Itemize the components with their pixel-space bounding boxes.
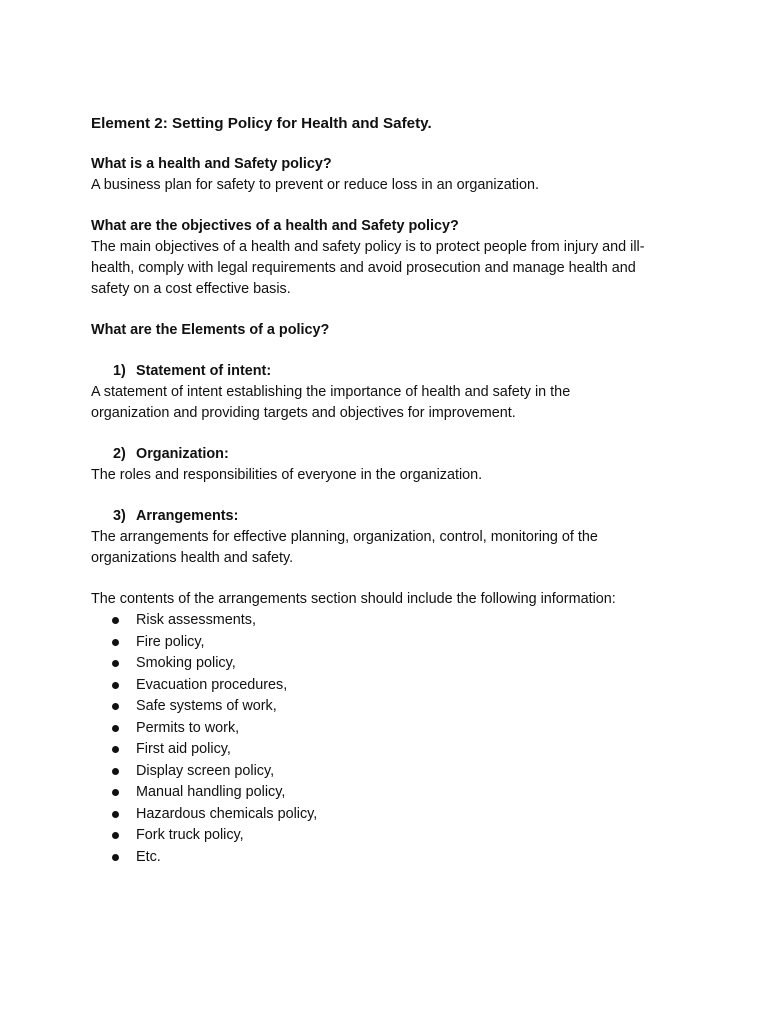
list-item: [91, 675, 691, 697]
bullet-icon: [112, 811, 119, 818]
question-elements: What are the Elements of a policy?: [91, 322, 330, 338]
bullet-icon: [112, 746, 119, 753]
bullet-icon: [112, 854, 119, 861]
list-item: [91, 782, 691, 804]
answer-what-is-policy: A business plan for safety to prevent or reduce loss in an organization.: [91, 177, 539, 193]
element-item-organization: [91, 444, 691, 486]
contents-intro: The contents of the arrangements section should include the following information:: [91, 591, 616, 607]
element-heading-text: Arrangements:: [136, 508, 239, 524]
question-objectives: What are the objectives of a health and Safety policy?: [91, 218, 459, 234]
spacer: [91, 196, 691, 216]
document-page: [91, 113, 691, 868]
element-heading: [91, 444, 691, 465]
list-item-text: Etc.: [136, 848, 161, 865]
element-heading-text: Statement of intent:: [136, 363, 272, 379]
element-description-line: The roles and responsibilities of everyone in the organization.: [91, 467, 483, 483]
list-item: [91, 653, 691, 675]
spacer: [91, 569, 691, 589]
bullet-icon: [112, 639, 119, 646]
list-item-text: Safe systems of work,: [136, 698, 277, 714]
element-heading: [91, 506, 691, 527]
list-item-text: Risk assessments,: [136, 612, 256, 628]
element-description-line: organizations health and safety.: [91, 550, 294, 566]
element-heading: [91, 361, 691, 382]
list-item-text: Display screen policy,: [136, 762, 275, 779]
element-description-line: A statement of intent establishing the importance of health and safety in the: [91, 384, 571, 400]
list-item-text: Evacuation procedures,: [136, 676, 288, 693]
bullet-icon: [112, 832, 119, 839]
element-item-arrangements: [91, 506, 691, 569]
list-item: [91, 804, 691, 826]
contents-bullet-list: [91, 610, 691, 868]
bullet-icon: [112, 660, 119, 667]
bullet-icon: [112, 789, 119, 796]
spacer: [91, 341, 691, 361]
bullet-icon: [112, 682, 119, 689]
list-item: [91, 761, 691, 783]
element-heading-text: Organization:: [136, 446, 229, 462]
question-what-is-policy: What is a health and Safety policy?: [91, 156, 332, 172]
list-item-text: Manual handling policy,: [136, 784, 286, 800]
list-item-text: First aid policy,: [136, 741, 231, 757]
list-item: [91, 847, 691, 869]
element-item-statement-of-intent: [91, 361, 691, 424]
spacer: [91, 300, 691, 320]
bullet-icon: [112, 768, 119, 775]
element-description-line: organization and providing targets and objectives for improvement.: [91, 405, 516, 421]
list-item: [91, 610, 691, 632]
spacer: [91, 424, 691, 444]
list-item: [91, 825, 691, 847]
element-number: 3): [113, 508, 126, 524]
list-item: [91, 696, 691, 718]
element-number: 2): [113, 446, 126, 462]
list-item-text: Fire policy,: [136, 633, 205, 650]
spacer: [91, 486, 691, 506]
element-description-line: The arrangements for effective planning, organization, control, monitoring of the: [91, 529, 598, 545]
bullet-icon: [112, 725, 119, 732]
list-item-text: Smoking policy,: [136, 655, 236, 671]
document-title: Element 2: Setting Policy for Health and Safety.: [91, 115, 432, 132]
bullet-icon: [112, 703, 119, 710]
list-item-text: Permits to work,: [136, 719, 240, 736]
list-item: [91, 632, 691, 654]
answer-line: health, comply with legal requirements and avoid prosecution and manage health and: [91, 260, 636, 276]
list-item: [91, 739, 691, 761]
bullet-icon: [112, 617, 119, 624]
list-item: [91, 718, 691, 740]
answer-line: The main objectives of a health and safety policy is to protect people from injury and ill-: [91, 239, 645, 255]
answer-objectives: [91, 237, 691, 300]
list-item-text: Fork truck policy,: [136, 827, 244, 843]
list-item-text: Hazardous chemicals policy,: [136, 805, 318, 822]
answer-line: safety on a cost effective basis.: [91, 281, 291, 297]
element-number: 1): [113, 363, 126, 379]
